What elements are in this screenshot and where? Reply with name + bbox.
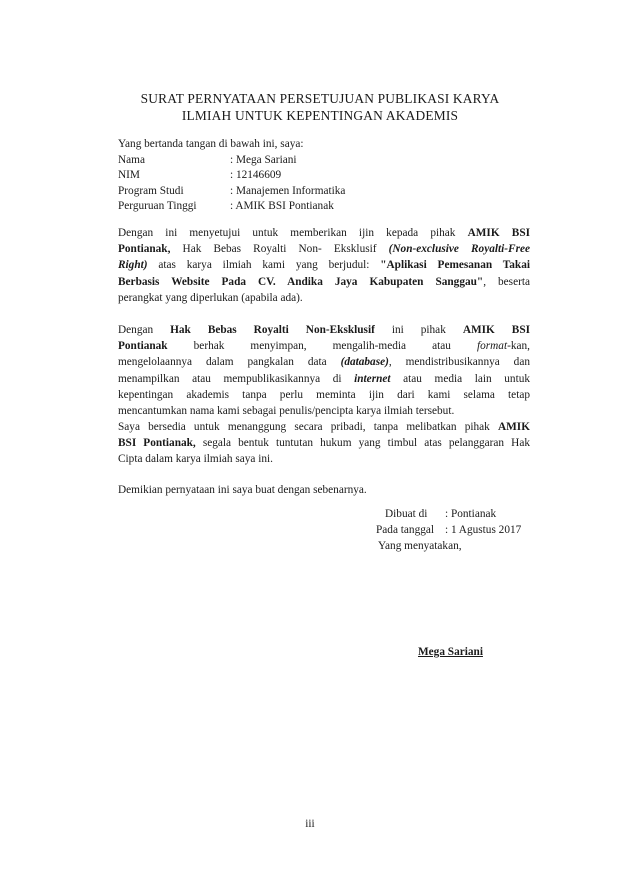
para2-line-4: [118, 371, 530, 387]
para2-italic-format: format: [476, 340, 508, 353]
para1-line-4: [118, 274, 530, 290]
para2-text: Dengan: [118, 324, 154, 336]
para2-line-5: kepentingan akademis tanpa perlu meminta ijin dari kami selama tetap: [118, 388, 530, 401]
field-value-perguruan-tinggi: : AMIK BSI Pontianak: [230, 200, 334, 212]
para2-text: menampilkan atau mempublikasikannya di: [118, 372, 342, 385]
place-label: Dibuat di: [385, 508, 428, 520]
para1-line-2: [118, 241, 530, 257]
para3-line-2: [118, 435, 530, 451]
paragraph-permission: [118, 225, 530, 306]
para1-text: , beserta: [483, 275, 531, 288]
para2-text: , mendistribusikannya dan: [388, 356, 530, 369]
para1-italic-nonexclusive: (Non-exclusive Royalti-Free: [388, 243, 530, 256]
para1-bold-title-cont: Berbasis Website Pada CV. Andika Jaya Kabupaten Sanggau": [118, 275, 484, 288]
field-value-nama: : Mega Sariani: [230, 154, 297, 166]
date-label: Pada tanggal: [376, 524, 435, 536]
date-value: : 1 Agustus 2017: [445, 524, 522, 536]
para2-bold-hak: Hak Bebas Royalti Non-Eksklusif: [170, 324, 375, 336]
field-value-nim: : 12146609: [230, 169, 282, 181]
field-label-nama: Nama: [118, 154, 145, 166]
intro-text: Yang bertanda tangan di bawah ini, saya:: [118, 138, 304, 150]
para1-text: atas karya ilmiah kami yang berjudul:: [158, 259, 370, 272]
paragraph-liability: [118, 419, 530, 468]
place-value: : Pontianak: [445, 508, 497, 520]
field-label-perguruan-tinggi: Perguruan Tinggi: [118, 200, 197, 212]
closing-statement: Demikian pernyataan ini saya buat dengan sebenarnya.: [118, 484, 367, 496]
para2-italic-internet: internet: [354, 372, 391, 385]
para1-bold-amik: AMIK BSI: [467, 227, 530, 239]
para1-line-3: [118, 257, 530, 273]
para2-line-1: [118, 322, 530, 338]
para2-bold-amik: AMIK BSI: [462, 324, 531, 336]
stated-label: Yang menyatakan,: [378, 540, 462, 552]
para3-text: Saya bersedia untuk menanggung secara pribadi, tanpa melibatkan pihak: [118, 421, 490, 433]
para1-italic-right: Right): [118, 259, 148, 272]
para2-text: atau media lain untuk: [403, 372, 531, 385]
para2-text: -kan,: [507, 340, 530, 353]
para2-line-6: mencantumkan nama kami sebagai penulis/pencipta karya ilmiah tersebut.: [118, 404, 455, 417]
para2-text: mengelolaannya dalam pangkalan data: [118, 356, 327, 369]
para2-line-3: [118, 354, 530, 370]
para2-text: ini pihak: [391, 324, 446, 336]
para3-line-3: Cipta dalam karya ilmiah saya ini.: [118, 453, 273, 466]
title-line-2: ILMIAH UNTUK KEPENTINGAN AKADEMIS: [181, 108, 459, 123]
field-label-program-studi: Program Studi: [118, 185, 184, 197]
para1-line-1: [118, 225, 530, 241]
signer-name: Mega Sariani: [418, 646, 483, 658]
para1-bold-pontianak: Pontianak,: [118, 243, 171, 256]
para1-line-5: perangkat yang diperlukan (apabila ada).: [118, 291, 303, 304]
para3-line-1: [118, 419, 530, 435]
para2-italic-database: (database): [340, 356, 389, 369]
field-value-program-studi: : Manajemen Informatika: [230, 185, 346, 197]
paragraph-rights: [118, 322, 530, 419]
page-number: iii: [305, 818, 315, 830]
para3-bold-amik: AMIK: [497, 421, 530, 433]
para1-text: Hak Bebas Royalti Non- Eksklusif: [182, 243, 377, 256]
title-line-1: SURAT PERNYATAAN PERSETUJUAN PUBLIKASI KARYA: [140, 91, 500, 106]
para2-bold-pontianak: Pontianak: [118, 340, 168, 353]
para3-bold-bsi: BSI Pontianak,: [118, 437, 196, 450]
para1-text: Dengan ini menyetujui untuk memberikan ijin kepada pihak: [118, 227, 456, 239]
para2-text: berhak menyimpan, mengalih-media atau: [193, 340, 451, 353]
para1-bold-title: "Aplikasi Pemesanan Takai: [380, 259, 530, 272]
para3-text: segala bentuk tuntutan hukum yang timbul atas pelanggaran Hak: [202, 437, 530, 450]
para2-line-2: [118, 338, 530, 354]
field-label-nim: NIM: [118, 169, 140, 181]
